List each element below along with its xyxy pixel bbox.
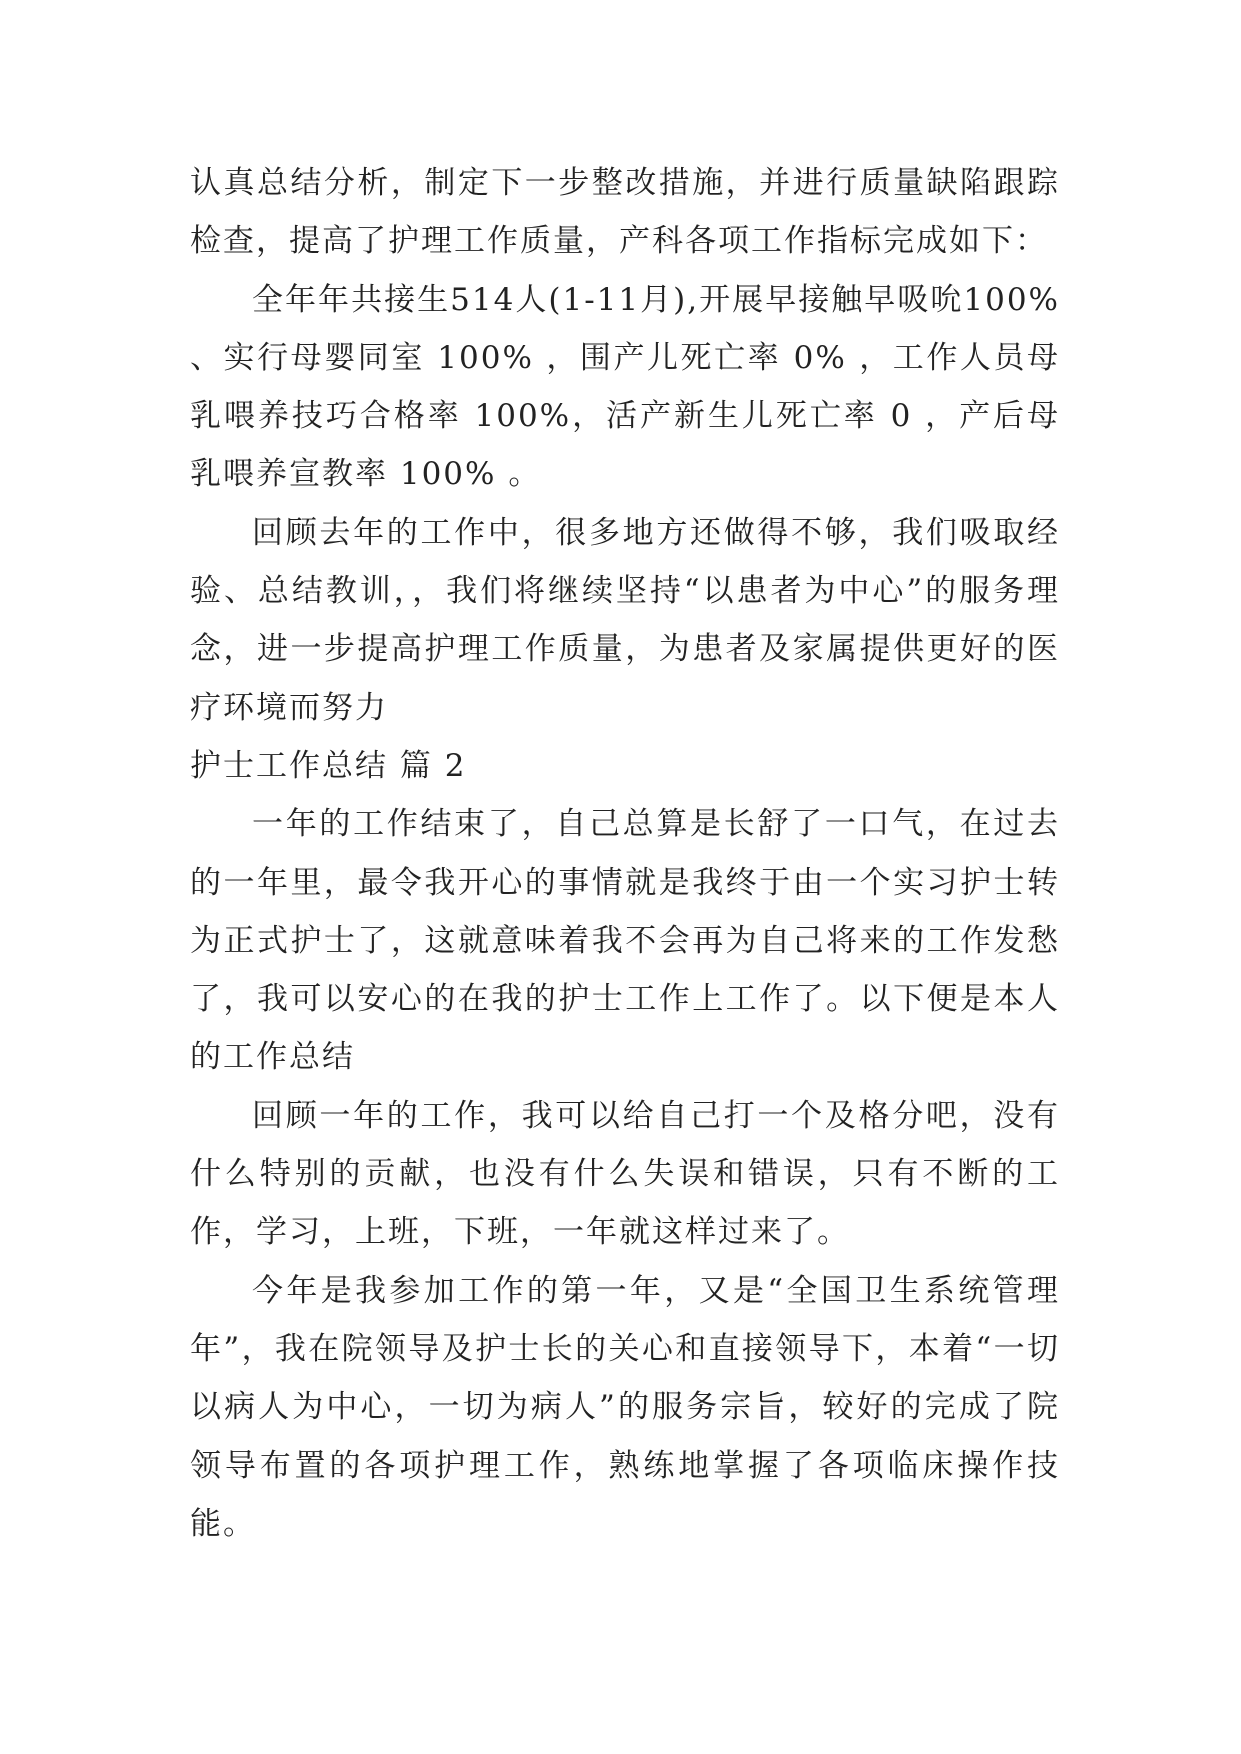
paragraph-statistics: 全年年共接生514人(1-11月),开展早接触早吸吮100% 、实行母婴同室 100% ，围产儿死亡率 0% ，工作人员母乳喂养技巧合格率 100%，活产新生儿死亡率 0 ，产后母乳喂养宣教率 100% 。: [190, 281, 1060, 493]
paragraph-review: 回顾去年的工作中，很多地方还做得不够，我们吸取经验、总结教训，，我们将继续坚持“以患者为中心”的服务理念，进一步提高护理工作质量，为患者及家属提供更好的医疗环境而努力: [190, 514, 1060, 726]
paragraph-continuation: 认真总结分析，制定下一步整改措施，并进行质量缺陷跟踪检查，提高了护理工作质量，产科各项工作指标完成如下：: [190, 165, 1060, 260]
paragraph-self-assessment: 回顾一年的工作，我可以给自己打一个及格分吧，没有什么特别的贡献，也没有什么失误和错误，只有不断的工作，学习，上班，下班，一年就这样过来了。: [190, 1097, 1060, 1251]
document-body: [190, 154, 1060, 1553]
section-heading: 护士工作总结 篇 2: [190, 747, 467, 784]
paragraph-first-year: 今年是我参加工作的第一年，又是“全国卫生系统管理年”，我在院领导及护士长的关心和直接领导下，本着“一切以病人为中心，一切为病人”的服务宗旨，较好的完成了院领导布置的各项护理工作，熟练地掌握了各项临床操作技能。: [190, 1272, 1060, 1542]
paragraph-intro: 一年的工作结束了，自己总算是长舒了一口气，在过去的一年里，最令我开心的事情就是我终于由一个实习护士转为正式护士了，这就意味着我不会再为自己将来的工作发愁了，我可以安心的在我的护士工作上工作了。以下便是本人的工作总结: [190, 806, 1060, 1076]
